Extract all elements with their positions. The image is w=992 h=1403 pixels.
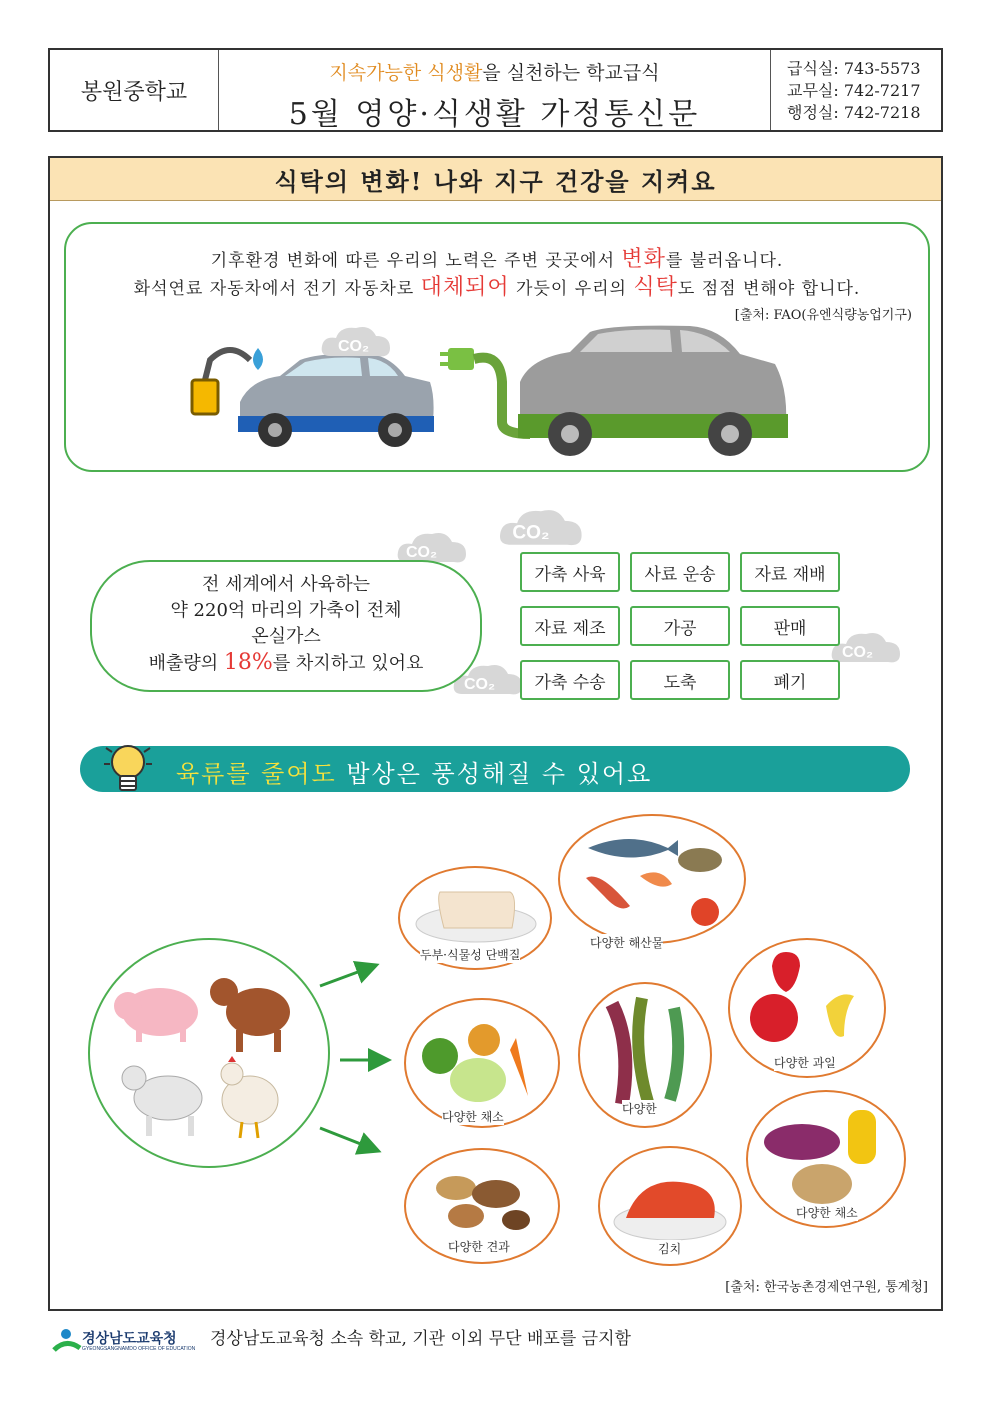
nuts-label: 다양한 견과	[448, 1240, 510, 1254]
stage-feed-transport: 사료 운송	[630, 552, 730, 592]
svg-text:CO₂: CO₂	[338, 338, 370, 355]
banner-text: 육류를 줄여도 밥상은 풍성해질 수 있어요	[176, 760, 653, 788]
source-note: [출처: 한국농촌경제연구원, 통계청]	[725, 1280, 928, 1295]
logo-text: 경상남도교육청	[82, 1330, 177, 1346]
roots-label: 다양한 채소	[796, 1206, 858, 1220]
footer-notice: 경상남도교육청 소속 학교, 기관 이외 무단 배포를 금지함	[210, 1329, 631, 1349]
livestock-illustration	[90, 940, 328, 1166]
contact-academic: 교무실: 742-7217	[787, 81, 921, 100]
arrow-icon	[320, 966, 374, 986]
stage-material-cultivation: 자료 재배	[740, 552, 840, 592]
chicken-icon	[221, 1056, 278, 1138]
svg-text:CO₂: CO₂	[842, 644, 874, 661]
stat-line-4: 배출량의 18%를 차지하고 있어요	[148, 650, 424, 675]
stat-line-1: 전 세계에서 사육하는	[202, 574, 370, 595]
seafood-label: 다양한 해산물	[590, 936, 664, 950]
vegetables-label: 다양한 채소	[442, 1110, 504, 1124]
svg-text:CO₂: CO₂	[512, 522, 550, 544]
arrow-icon	[320, 1128, 376, 1150]
intro-line-1: 기후환경 변화에 따른 우리의 노력은 주변 곳곳에서 변화를 불러옵니다.	[210, 247, 784, 272]
livestock-circle	[88, 938, 330, 1168]
subtitle-highlight: 지속가능한 식생활	[329, 62, 483, 84]
plug-icon	[440, 348, 530, 434]
kimchi-label: 김치	[658, 1242, 682, 1256]
goat-icon	[122, 1066, 202, 1136]
stat-line-3: 온실가스	[251, 626, 321, 647]
subtitle	[219, 58, 770, 85]
logo-subtext: GYEONGSANGNAMDO OFFICE OF EDUCATION	[82, 1346, 196, 1352]
electric-car-illustration	[440, 322, 800, 462]
stage-disposal: 폐기	[740, 660, 840, 700]
seaweed-label: 다양한	[622, 1102, 657, 1116]
lightbulb-icon	[102, 738, 154, 798]
tip-banner	[80, 746, 910, 792]
newsletter-header	[48, 48, 943, 132]
food-fruit	[728, 938, 886, 1078]
contact-admin: 행정실: 742-7218	[787, 103, 921, 122]
pig-icon	[114, 988, 198, 1042]
arrow-group	[316, 950, 396, 1170]
fruit-label: 다양한 과일	[774, 1056, 836, 1070]
cow-icon	[210, 978, 290, 1052]
co2-cloud-icon	[498, 504, 584, 552]
contact-list	[771, 50, 941, 130]
food-kimchi	[598, 1146, 742, 1266]
food-vegetables	[404, 998, 560, 1128]
stage-sales: 판매	[740, 606, 840, 646]
stage-slaughter: 도축	[630, 660, 730, 700]
title-box	[219, 50, 771, 130]
education-office-logo	[52, 1326, 202, 1356]
svg-text:CO₂: CO₂	[464, 676, 496, 693]
intro-source: [출처: FAO(유엔식량농업기구)	[734, 308, 912, 323]
intro-line-2: 화석연료 자동차에서 전기 자동차로 대체되어 가듯이 우리의 식탁도 점점 변해야 합니다.	[133, 275, 861, 300]
food-seafood	[558, 814, 746, 950]
food-tofu	[398, 866, 552, 970]
svg-text:CO₂: CO₂	[406, 544, 438, 561]
stage-livestock-transport: 가축 수송	[520, 660, 620, 700]
food-seaweed	[578, 982, 712, 1128]
food-root-vegetables	[746, 1090, 906, 1228]
newsletter-title: 5월 영양·식생활 가정통신문	[288, 97, 701, 132]
subtitle-rest: 을 실천하는 학교급식	[482, 62, 660, 84]
stage-livestock-raising: 가축 사육	[520, 552, 620, 592]
stage-material-manufacturing: 자료 제조	[520, 606, 620, 646]
food-nuts	[404, 1148, 560, 1264]
co2-cloud-icon	[320, 322, 392, 362]
school-name: 봉원중학교	[50, 50, 219, 130]
stage-processing: 가공	[630, 606, 730, 646]
tofu-label: 두부·식물성 단백질	[420, 948, 521, 962]
stat-line-2: 약 220억 마리의 가축이 전체	[170, 600, 402, 621]
livestock-emission-stat	[90, 560, 482, 692]
section-title: 식탁의 변화! 나와 지구 건강을 지켜요	[50, 158, 941, 201]
co2-cloud-icon	[830, 628, 902, 668]
contact-cafeteria: 급식실: 743-5573	[787, 59, 921, 78]
